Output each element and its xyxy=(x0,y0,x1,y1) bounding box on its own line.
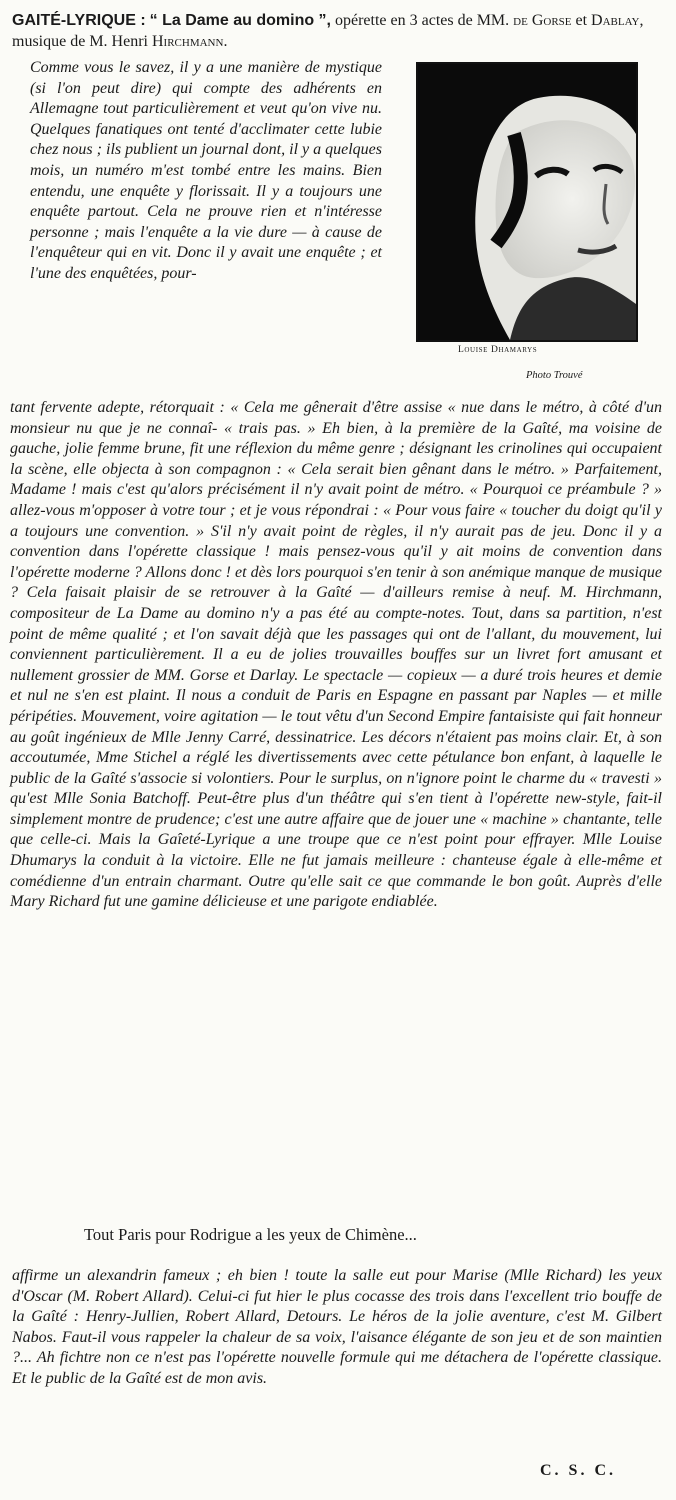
header-and: et xyxy=(571,12,592,29)
venue-name: GAITÉ-LYRIQUE : xyxy=(12,12,146,29)
header-text-2: , musique de M. Henri xyxy=(12,12,644,50)
header-text-1: opérette en 3 actes de MM. xyxy=(331,12,514,29)
portrait-image xyxy=(418,64,636,340)
composer-name: Hirchmann xyxy=(151,33,224,50)
intro-paragraph: Comme vous le savez, il y a une manière de mystique (si l'on peut dire) qui compte des adhérents en Allemagne tout particulièrement et veut qu'on vive nu. Quelques fanatiques ont tenté d'acclimater cette lubie chez nous ; ils publient un journal dont, il y a quelques mois, un numéro m'est tombé entre les mains. Bien entendu, une enquête y florissait. Il y a toujours une enquête partout. Cela ne prouve rien et n'intéresse personne ; mais l'enquête a la vie dure — à cause de l'enquêteur qui en vit. Donc il y avait une enquête ; et l'une des enquêtées, pour- xyxy=(30,59,382,282)
photo-credit: Photo Trouvé xyxy=(526,370,583,381)
body-paragraph: tant fervente adepte, rétorquait : « Cela me gênerait d'être assise « nue dans le métro, à côté d'un monsieur nu que je ne connaî- « trais pas. » Eh bien, à la première de la Gaîté, ma voisine de gauche, jolie femme brune, fit une réflexion du même genre ; désignant les crinolines qui occupaient la scène, elle objecta à son compagnon : « Cela serait bien gênant dans le métro. » Parfaitement, Madame ! mais c'est qu'alors précisément il n'y avait point de métro. « Pourquoi ce préambule ? » allez-vous m'opposer à votre tour ; et je vous répondrai : « Pour vous faire « toucher du doigt qu'il y a toujours une convention. » S'il n'y avait point de règles, il n'y aurait pas de jeu. Donc il y a convention dans l'opérette classique ! mais pensez-vous qu'il y ait moins de convention dans l'opérette moderne ? Allons donc ! et dès lors pourquoi s'en tenir à son anémique manque de musique ? Cela faisait plaisir de se retrouver à la Gaîté — d'ailleurs remise à neuf. M. Hirchmann, compositeur de La Dame au domino n'y a pas été au compte-notes. Tout, dans sa partition, n'est point de même qualité ; et l'on savait déjà que les passages qui ont de l'allant, du mouvement, lui conviennent particulièrement. Il a eu de jolies trouvailles bouffes sur un livret fort amusant et nullement grossier de MM. Gorse et Darlay. Le spectacle — copieux — a duré trois heures et demie et nul ne s'en est plaint. Il nous a conduit de Paris en Espagne en passant par Naples — et mille péripéties. Mouvement, voire agitation — le tout vêtu d'un Second Empire fantaisiste qui fait honneur au goût ingénieux de Mlle Jenny Carré, dessinatrice. Les décors n'étaient pas moins clair. Et, à son accoutumée, Mme Stichel a réglé les divertissements avec cette pétulance bon enfant, à laquelle le public de la Gaîté s'associe si volontiers. Pour le surplus, on n'ignore point le charme du « travesti » qu'est Mlle Sonia Batchoff. Peut-être plus d'un théâtre qui s'en tient à l'opérette new-style, fait-il simplement montre de prudence; c'est une autre affaire que de jouer une « machine » chantante, telle que celle-ci. Mais la Gaîeté-Lyrique a une troupe que ce n'est point pour effrayer. Mlle Louise Dhumarys la conduit à la victoire. Elle ne fut jamais meilleure : chanteuse égale à elle-même et comédienne d'un entrain charmant. Outre qu'elle sait ce que commande le bon goût. Auprès d'elle Mary Richard fut une gamine délicieuse et une parigote endiablée. xyxy=(10,399,662,911)
article-header xyxy=(12,10,664,52)
article-body xyxy=(10,398,662,913)
quoted-verse: Tout Paris pour Rodrigue a les yeux de Chimène... xyxy=(84,1225,417,1244)
author-1: de Gorse xyxy=(513,12,572,29)
author-2: Dablay xyxy=(591,12,640,29)
portrait-photo xyxy=(416,62,638,342)
closing-paragraph: affirme un alexandrin fameux ; eh bien ! toute la salle eut pour Marise (Mlle Richard) les yeux d'Oscar (M. Robert Allard). Celui-ci fut hier le plus cocasse des trois dans l'excellent trio bouffe de la Gaîté : Henry-Jullien, Robert Allard, Detours. Le héros de la jolie aventure, c'est M. Gilbert Nabos. Faut-il vous rappeler la chaleur de sa voix, l'aisance élégante de son jeu et de son maintien ?... Ah fichtre non ce n'est pas l'opérette nouvelle formule qui me détachera de l'opérette classique. Et le public de la Gaîté est de mon avis. xyxy=(12,1267,662,1387)
header-end: . xyxy=(223,33,228,50)
photo-caption: Louise Dhamarys xyxy=(458,345,538,355)
play-title: “ La Dame au domino ”, xyxy=(149,12,331,29)
photo-frame xyxy=(416,62,638,342)
author-signature: C. S. C. xyxy=(540,1462,617,1479)
